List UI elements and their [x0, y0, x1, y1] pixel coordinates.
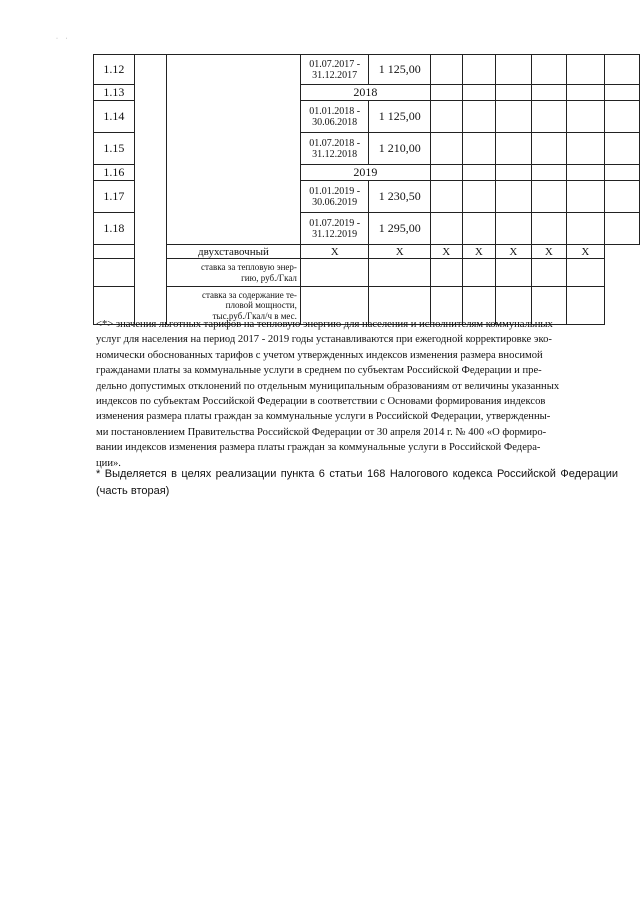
empty-cell	[567, 133, 604, 165]
footnote-line: гражданами платы за коммунальные услуги в среднем по субъектам Российской Федерации и пре-	[96, 365, 542, 377]
row-number-empty	[94, 245, 135, 259]
row-number: 1.17	[94, 181, 135, 213]
empty-cell	[531, 213, 567, 245]
group-cell	[167, 55, 301, 245]
empty-cell	[567, 213, 604, 245]
row-number: 1.18	[94, 213, 135, 245]
empty-cell	[531, 133, 567, 165]
empty-cell	[430, 165, 462, 181]
empty-cell	[531, 259, 567, 287]
x-mark: X	[300, 245, 369, 259]
table-row	[94, 259, 640, 287]
empty-cell	[531, 101, 567, 133]
empty-cell	[369, 259, 430, 287]
empty-cell	[531, 165, 567, 181]
footnote-line: вании индексов изменения размера платы граждан за коммунальные услуги в Российской Федера-	[96, 442, 541, 454]
empty-cell	[462, 165, 496, 181]
empty-cell	[531, 85, 567, 101]
empty-cell	[496, 101, 532, 133]
x-mark: X	[567, 245, 604, 259]
footnote-line: индексов по субъектам Российской Федерации в соответствии с Основами формирования индексов	[96, 396, 546, 408]
footnote-line: ми постановлением Правительства Российской Федерации от 30 апреля 2014 г. № 400 «О формиро-	[96, 426, 547, 438]
empty-cell	[462, 55, 496, 85]
period-cell: 01.01.2019 - 30.06.2019	[300, 181, 369, 213]
empty-cell	[430, 85, 462, 101]
footnote-line: изменения размера платы граждан за коммунальные услуги в Российской Федерации, утвержденны-	[96, 411, 551, 423]
table-row	[94, 245, 640, 259]
empty-cell	[604, 101, 639, 133]
corner-mark: · ·	[56, 36, 71, 42]
tariff-table	[93, 54, 640, 325]
empty-cell	[496, 85, 532, 101]
period-cell: 01.07.2018 - 31.12.2018	[300, 133, 369, 165]
tariff-value: 1 210,00	[369, 133, 430, 165]
x-mark: X	[496, 245, 532, 259]
year-cell: 2018	[300, 85, 430, 101]
empty-cell	[462, 259, 496, 287]
empty-cell	[430, 181, 462, 213]
tariff-value: 1 230,50	[369, 181, 430, 213]
footnote-line: номически обоснованных тарифов с учетом утвержденных индексов изменения размера вносимой	[96, 349, 543, 361]
empty-cell	[567, 181, 604, 213]
empty-cell	[567, 165, 604, 181]
empty-cell	[430, 259, 462, 287]
empty-cell	[462, 181, 496, 213]
empty-cell	[567, 55, 604, 85]
x-mark: X	[462, 245, 496, 259]
empty-cell	[567, 101, 604, 133]
empty-cell	[531, 181, 567, 213]
row-number: 1.16	[94, 165, 135, 181]
empty-cell	[462, 133, 496, 165]
row-number: 1.15	[94, 133, 135, 165]
row-number: 1.13	[94, 85, 135, 101]
empty-cell	[430, 133, 462, 165]
empty-cell	[300, 259, 369, 287]
tariff-value: 1 295,00	[369, 213, 430, 245]
footnote-line: ции».	[96, 457, 121, 469]
x-mark: X	[531, 245, 567, 259]
row-number: 1.12	[94, 55, 135, 85]
empty-cell	[604, 181, 639, 213]
empty-cell	[462, 213, 496, 245]
empty-cell	[430, 213, 462, 245]
row-number-empty	[94, 259, 135, 287]
tariff-value: 1 125,00	[369, 101, 430, 133]
year-cell: 2019	[300, 165, 430, 181]
period-cell: 01.07.2019 - 31.12.2019	[300, 213, 369, 245]
rate-energy-label: ставка за тепловую энер- гию, руб./Гкал	[167, 259, 301, 287]
footnote-vat: * Выделяется в целях реализации пункта 6 статьи 168 Налогового кодекса Российской Федерации (часть вторая)	[96, 468, 618, 497]
blank-cell	[134, 55, 166, 325]
empty-cell	[496, 55, 532, 85]
empty-cell	[604, 133, 639, 165]
table-row	[94, 55, 640, 85]
empty-cell	[430, 101, 462, 133]
empty-cell	[496, 133, 532, 165]
empty-cell	[496, 165, 532, 181]
two-part-label: двухставочный	[167, 245, 301, 259]
footnote-line: дельно допустимых отклонений по отдельным муниципальным образованиям от величины указанных	[96, 380, 560, 392]
footnote-line: <*> значения льготных тарифов на тепловую энергию для населения и исполнителям коммунальных	[96, 319, 553, 330]
period-cell: 01.01.2018 - 30.06.2018	[300, 101, 369, 133]
rate-capacity-label: ставка за содержание те- пловой мощности, тыс.руб./Гкал/ч в мес.	[167, 287, 301, 325]
empty-cell	[531, 55, 567, 85]
footnote-line: услуг для населения на период 2017 - 2019 годы устанавливаются при ежегодной корректировке эко-	[96, 334, 552, 346]
empty-cell	[604, 165, 639, 181]
empty-cell	[604, 55, 639, 85]
tariff-value: 1 125,00	[369, 55, 430, 85]
empty-cell	[430, 55, 462, 85]
empty-cell	[496, 259, 532, 287]
x-mark: X	[430, 245, 462, 259]
empty-cell	[462, 101, 496, 133]
empty-cell	[567, 259, 604, 287]
row-number: 1.14	[94, 101, 135, 133]
empty-cell	[567, 85, 604, 101]
x-mark: X	[369, 245, 430, 259]
empty-cell	[604, 85, 639, 101]
empty-cell	[496, 213, 532, 245]
empty-cell	[604, 213, 639, 245]
footnote-tariffs	[96, 317, 618, 471]
empty-cell	[462, 85, 496, 101]
empty-cell	[496, 181, 532, 213]
period-cell: 01.07.2017 - 31.12.2017	[300, 55, 369, 85]
